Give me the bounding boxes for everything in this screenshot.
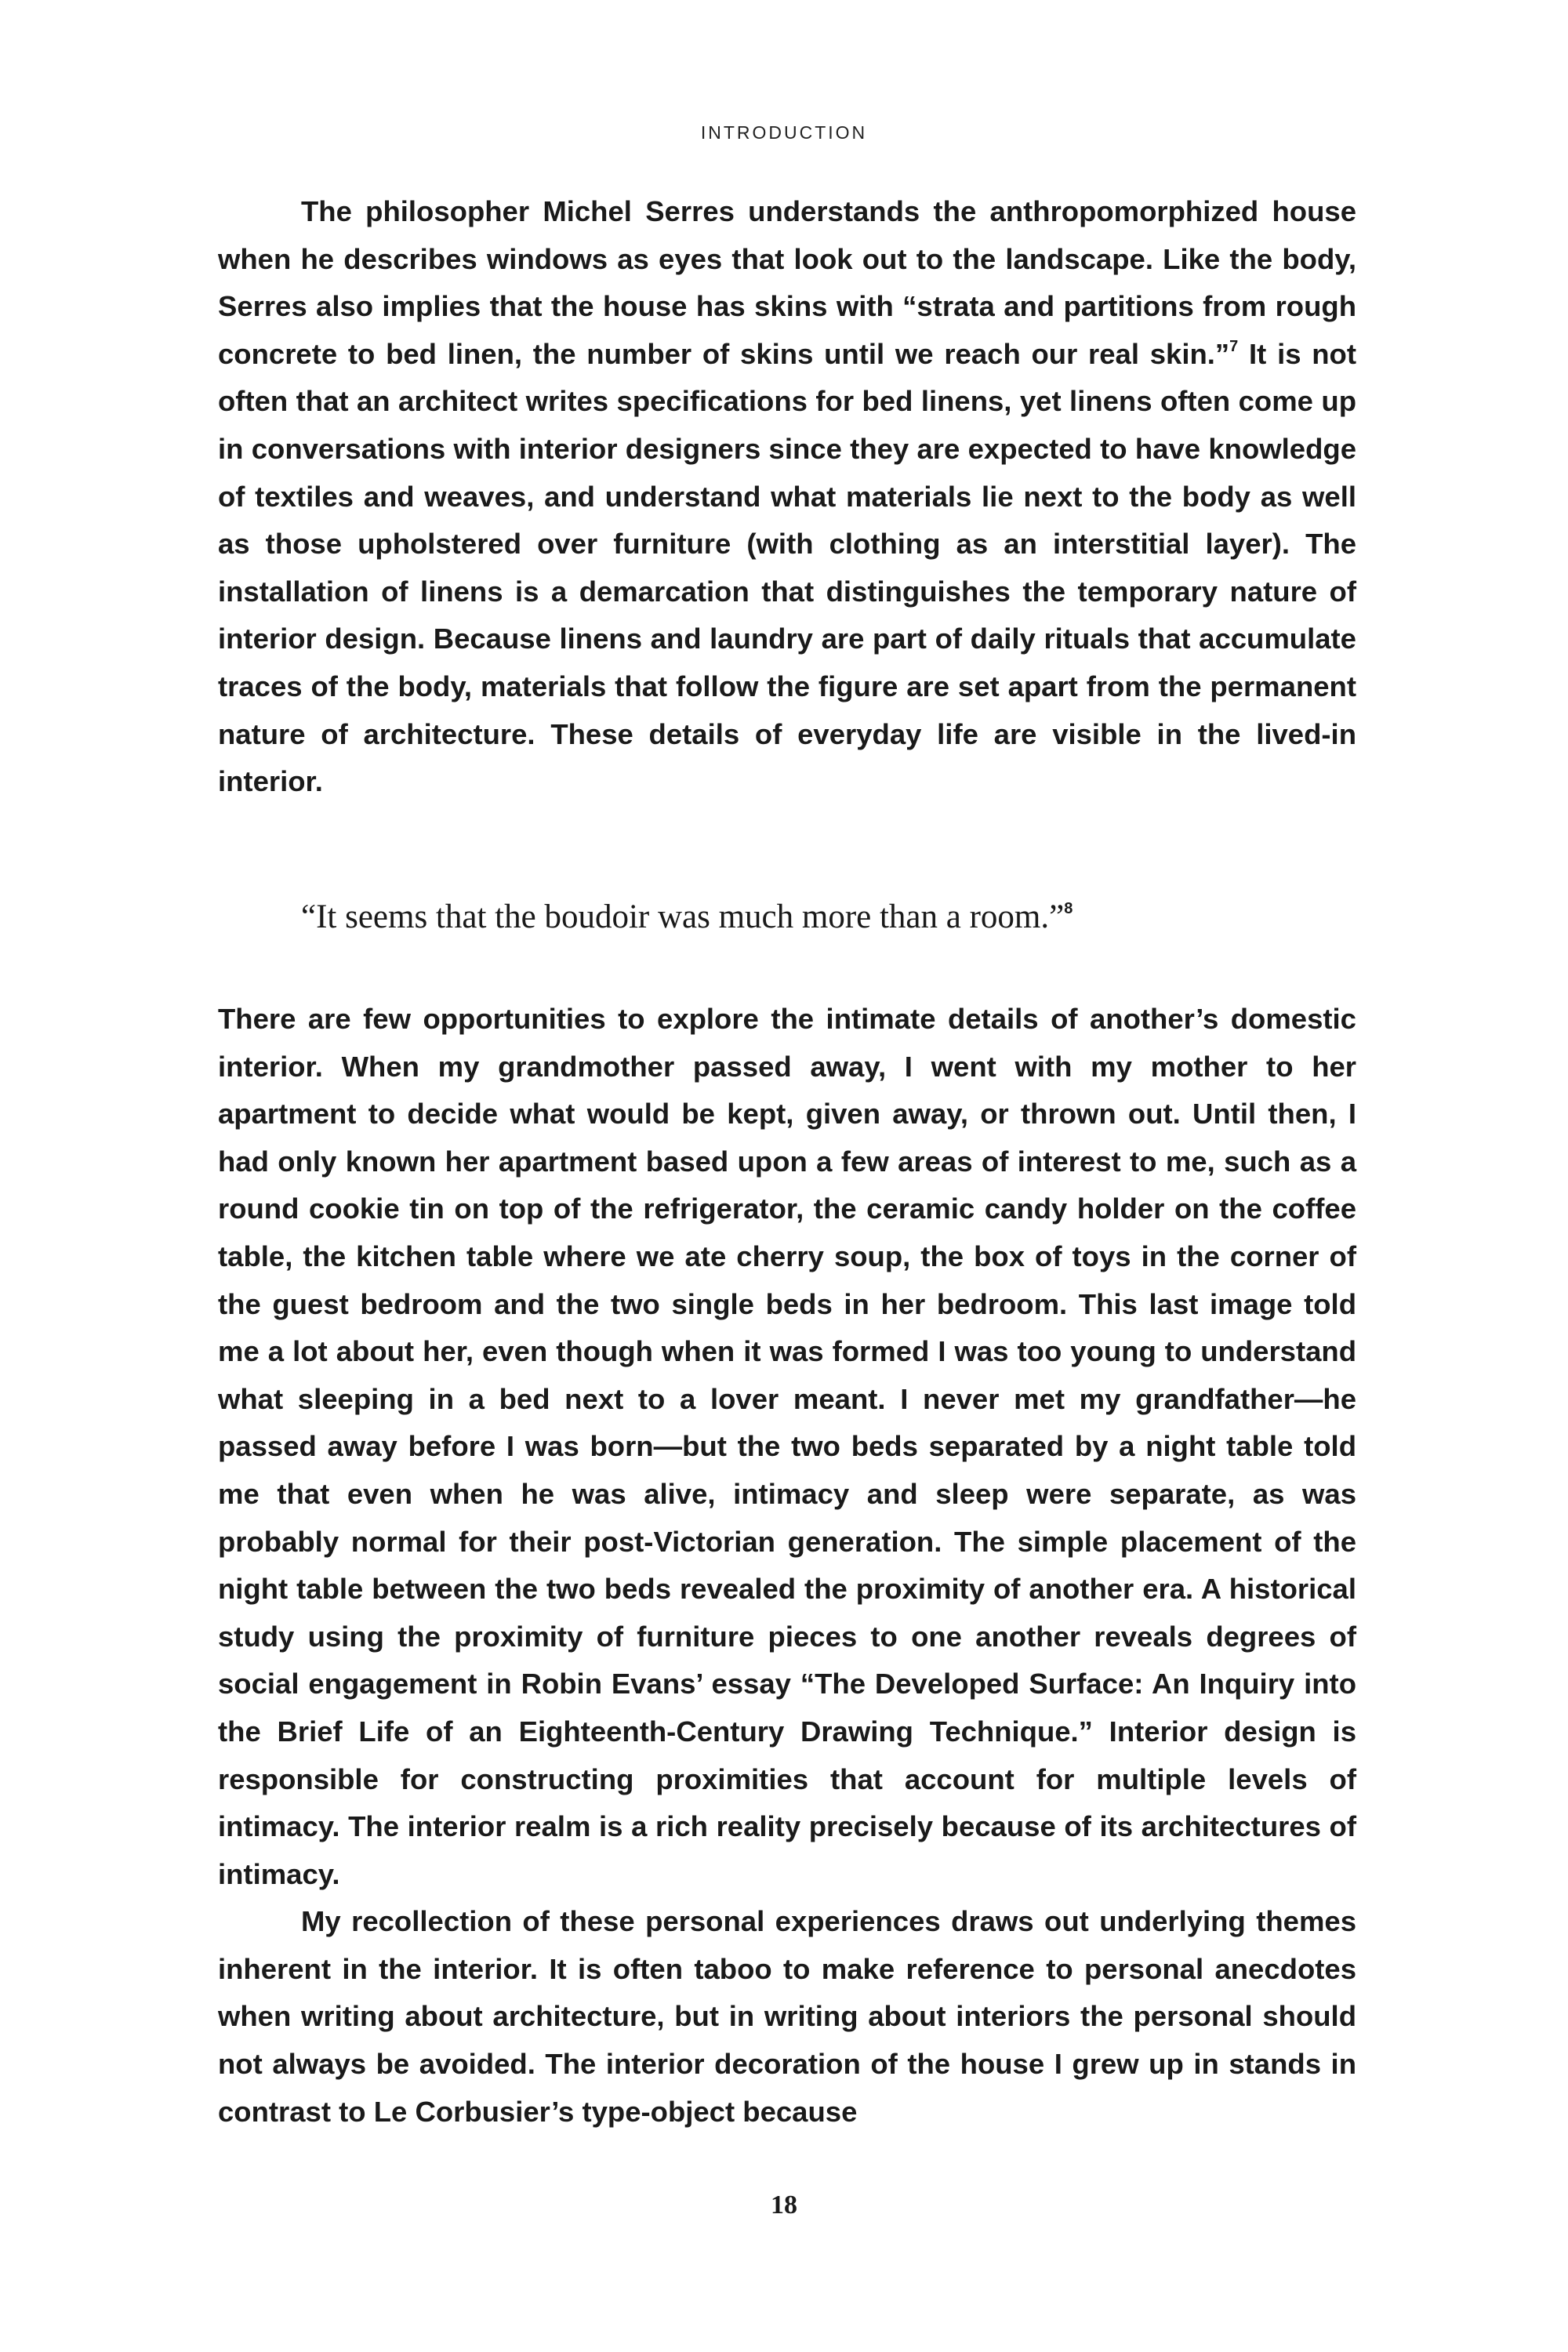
body-paragraph-3: My recollection of these personal experiences draws out underlying themes inherent in the interior. It is often taboo to make reference to personal anecdotes when writing about architecture, but in writing about interiors the personal should not always be avoided. The interior decoration of the house I grew up in stands in contrast to Le Corbusier’s type-object because [218,1905,1356,2128]
epigraph-text: “It seems that the boudoir was much more than a room.” [301,898,1065,935]
body-paragraph-1 [218,188,1356,806]
running-head: INTRODUCTION [700,122,868,143]
footnote-ref-8: 8 [1064,900,1073,917]
body-paragraph-2: There are few opportunities to explore the intimate details of another’s domestic interior. When my grandmother passed away, I went with my mother to her apartment to decide what would be kept, given away, or thrown out. Until then, I had only known her apartment based upon a few areas of interest to me, such as a round cookie tin on top of the refrigerator, the ceramic candy holder on the coffee table, the kitchen table where we ate cherry soup, the box of toys in the corner of the guest bedroom and the two single beds in her bedroom. This last image told me a lot about her, even though when it was formed I was too young to understand what sleeping in a bed next to a lover meant. I never met my grandfather—he passed away before I was born—but the two beds separated by a night table told me that even when he was alive, intimacy and sleep were separate, as was probably normal for their post-Victorian generation. The simple placement of the night table between the two beds revealed the proximity of another era. A historical study using the proximity of furniture pieces to one another reveals degrees of social engagement in Robin Evans’ essay “The Developed Surface: An Inquiry into the Brief Life of an Eighteenth-Century Drawing Technique.” Interior design is responsible for constructing proximities that account for multiple levels of intimacy. The interior realm is a rich reality precisely because of its architectures of intimacy. [218,1003,1356,1890]
body-text-block [218,996,1356,2136]
footnote-ref-7: 7 [1229,337,1239,355]
epigraph-quote [301,894,1352,941]
paragraph-1-part-2: It is not often that an architect writes specifications for bed linens, yet linens often come up in conversations with interior designers since they are expected to have knowledge of textiles and weaves, and understand what materials lie next to the body as well as those upholstered over furniture (with clothing as an interstitial layer). The installation of linens is a demarcation that distinguishes the temporary nature of interior design. Because linens and laundry are part of daily rituals that accumulate traces of the body, materials that follow the figure are set apart from the permanent nature of architecture. These details of everyday life are visible in the lived-in interior. [218,337,1356,798]
paragraph-1-part-1: The philosopher Michel Serres understands the anthropomorphized house when he describes windows as eyes that look out to the landscape. Like the body, Serres also implies that the house has skins with “strata and partitions from rough concrete to bed linen, the number of skins until we reach our real skin.” [218,195,1356,370]
page-number: 18 [771,2190,797,2220]
paragraph-text [218,188,1356,806]
